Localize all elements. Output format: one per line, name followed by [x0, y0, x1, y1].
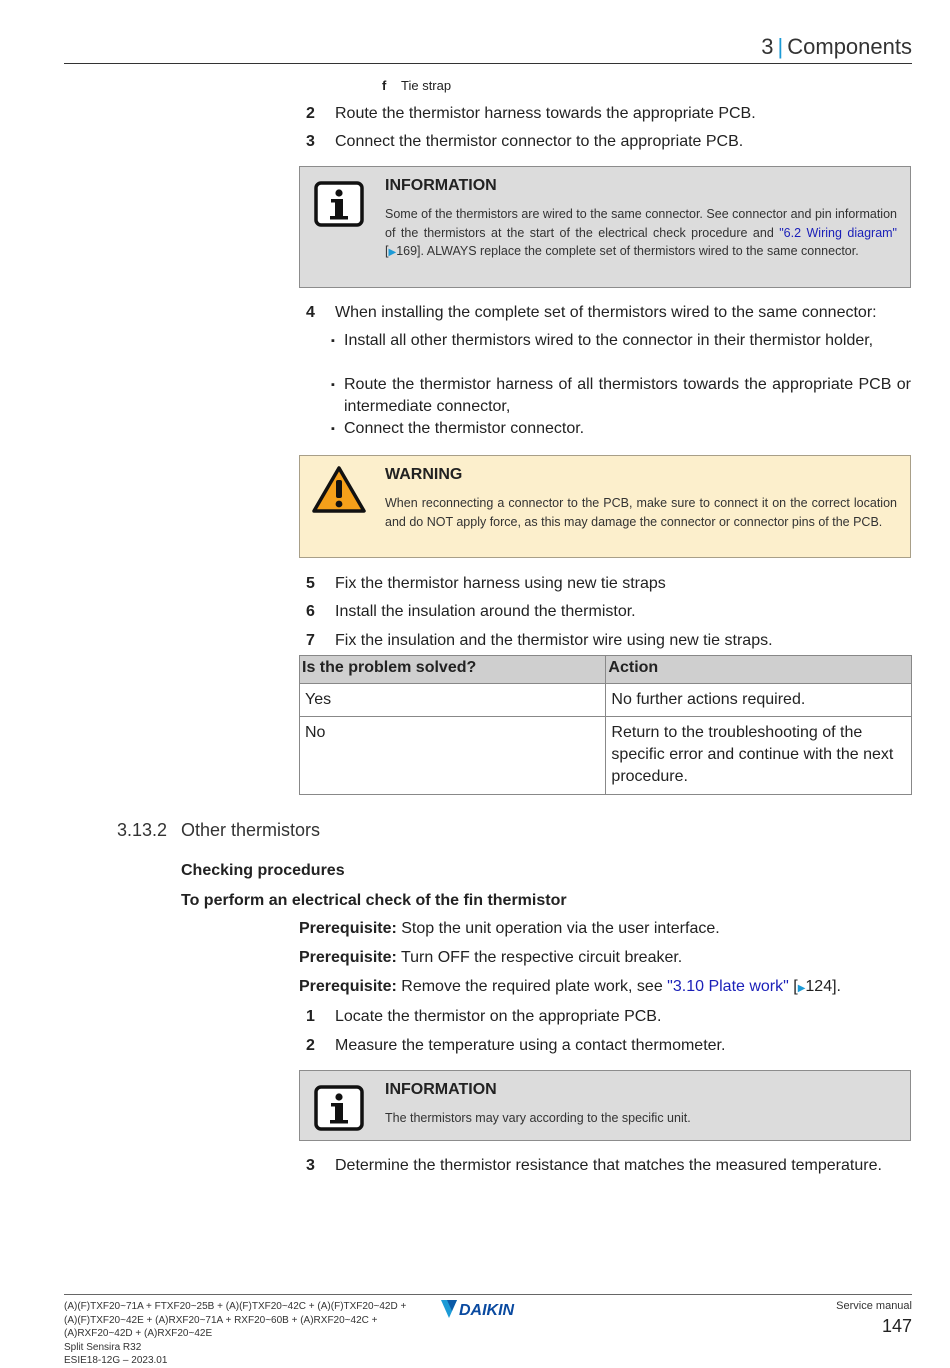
footer-model-list	[64, 1300, 406, 1368]
prerequisite-label: Prerequisite:	[299, 978, 397, 995]
callout-text: Some of the thermistors are wired to the same connector. See connector and pin information of the thermistors at the start of the electrical check procedure and	[385, 207, 897, 240]
warning-icon	[311, 464, 367, 514]
list-item-text: Install all other thermistors wired to the connector in their thermistor holder,	[344, 332, 874, 349]
step-number: 2	[306, 1037, 315, 1054]
prerequisite	[299, 949, 682, 967]
footer-line: ESIE18-12G – 2023.01	[64, 1355, 168, 1366]
list-item	[331, 330, 911, 352]
step-item	[306, 1006, 912, 1028]
information-icon	[314, 181, 364, 227]
step-text: Fix the thermistor harness using new tie straps	[335, 575, 666, 592]
chapter-title: Components	[787, 34, 912, 59]
step-item	[306, 601, 912, 623]
footer-divider	[64, 1294, 912, 1295]
prerequisite-text: Remove the required plate work, see	[396, 978, 668, 995]
step-text: Measure the temperature using a contact thermometer.	[335, 1037, 726, 1054]
callout-body	[385, 205, 897, 263]
subheading-checking-procedures: Checking procedures	[181, 862, 345, 879]
callout-title: INFORMATION	[385, 1081, 497, 1098]
information-callout	[299, 1070, 911, 1141]
prerequisite-text: Turn OFF the respective circuit breaker.	[396, 949, 683, 966]
information-icon	[314, 1085, 364, 1131]
footer-line: (A)(F)TXF20~71A + FTXF20~25B + (A)(F)TXF20~42C + (A)(F)TXF20~42D +	[64, 1301, 407, 1312]
problem-solved-table	[299, 655, 912, 795]
prerequisite-label: Prerequisite:	[299, 920, 397, 937]
step-text: Determine the thermistor resistance that matches the measured temperature.	[335, 1157, 882, 1174]
callout-body: The thermistors may vary according to the specific unit.	[385, 1111, 691, 1125]
bullet-icon: ▪	[331, 379, 335, 391]
step-number: 3	[306, 1157, 315, 1174]
legend-letter: f	[382, 78, 387, 93]
step-number: 4	[306, 304, 315, 321]
legend-label: Tie strap	[401, 78, 452, 93]
information-callout	[299, 166, 911, 288]
page-reference[interactable]: 124	[805, 978, 833, 995]
callout-text: ]. ALWAYS replace the complete set of thermistors wired to the same connector.	[417, 244, 859, 258]
callout-title: INFORMATION	[385, 177, 497, 194]
section-number: 3.13.2	[117, 820, 168, 840]
table-cell: No further actions required.	[606, 684, 912, 717]
column-header: Is the problem solved?	[300, 656, 606, 684]
step-item	[306, 1155, 912, 1177]
step-text: Fix the insulation and the thermistor wire using new tie straps.	[335, 632, 773, 649]
prerequisite-label: Prerequisite:	[299, 949, 397, 966]
footer-line: Split Sensira R32	[64, 1341, 142, 1353]
step-number: 3	[306, 133, 315, 150]
daikin-logo	[440, 1298, 540, 1325]
prerequisite	[299, 978, 841, 996]
footer-line: (A)RXF20~42D + (A)RXF20~42E	[64, 1328, 213, 1339]
bullet-icon: ▪	[331, 335, 335, 347]
warning-callout	[299, 455, 911, 558]
list-item-text: Route the thermistor harness of all thermistors towards the appropriate PCB or intermediate connector,	[344, 376, 911, 415]
step-text: Locate the thermistor on the appropriate PCB.	[335, 1008, 662, 1025]
step-item	[306, 103, 912, 125]
table-header-row	[300, 656, 912, 684]
step-text: Route the thermistor harness towards the appropriate PCB.	[335, 105, 756, 122]
step-number: 2	[306, 105, 315, 122]
page-ref-arrow-icon: ▶	[797, 983, 806, 994]
procedure-title: To perform an electrical check of the fin thermistor	[181, 892, 567, 909]
list-item-text: Connect the thermistor connector.	[344, 420, 585, 437]
bracket: ].	[832, 978, 841, 995]
step-item	[306, 131, 912, 153]
page-ref-arrow-icon: ▶	[388, 247, 397, 258]
header-separator: |	[777, 34, 784, 59]
callout-title: WARNING	[385, 466, 463, 483]
page-number: 147	[881, 1316, 912, 1336]
header-divider	[64, 63, 912, 64]
page-reference[interactable]: 169	[396, 244, 418, 258]
table-row	[300, 684, 912, 717]
column-header: Action	[606, 656, 912, 684]
chapter-number: 3	[761, 34, 774, 59]
document-type: Service manual	[836, 1300, 912, 1312]
step-item	[306, 1035, 912, 1057]
wiring-diagram-link[interactable]: "6.2 Wiring diagram"	[779, 225, 897, 240]
step-text: When installing the complete set of thermistors wired to the same connector:	[335, 304, 877, 321]
bracket: [	[385, 244, 389, 258]
plate-work-link[interactable]: "3.10 Plate work"	[667, 978, 789, 995]
step-item	[306, 630, 912, 652]
bullet-icon: ▪	[331, 423, 335, 435]
prerequisite-text: Stop the unit operation via the user interface.	[396, 920, 720, 937]
step-item	[306, 573, 912, 595]
list-item	[331, 374, 911, 418]
table-cell: Return to the troubleshooting of the specific error and continue with the next procedure.	[606, 717, 912, 795]
table-cell: No	[300, 717, 606, 795]
step-text: Install the insulation around the thermistor.	[335, 603, 636, 620]
step-text: Connect the thermistor connector to the appropriate PCB.	[335, 133, 744, 150]
footer-line: (A)(F)TXF20~42E + (A)RXF20~71A + RXF20~60B + (A)RXF20~42C +	[64, 1314, 378, 1326]
table-cell: Yes	[300, 684, 606, 717]
legend-item-tie-strap	[382, 78, 451, 93]
list-item	[331, 418, 911, 440]
step-number: 6	[306, 603, 315, 620]
table-row	[300, 717, 912, 795]
step-number: 5	[306, 575, 315, 592]
prerequisite	[299, 920, 720, 938]
step-item	[306, 302, 912, 324]
brand-name: DAIKIN	[459, 1302, 515, 1319]
callout-body: When reconnecting a connector to the PCB, make sure to connect it on the correct location and do NOT apply force, as this may damage the connector or connector pins of the PCB.	[385, 496, 897, 529]
section-title: Other thermistors	[181, 820, 321, 840]
step-number: 1	[306, 1008, 315, 1025]
chapter-header	[761, 34, 912, 60]
step-number: 7	[306, 632, 315, 649]
bracket: [	[788, 978, 798, 995]
